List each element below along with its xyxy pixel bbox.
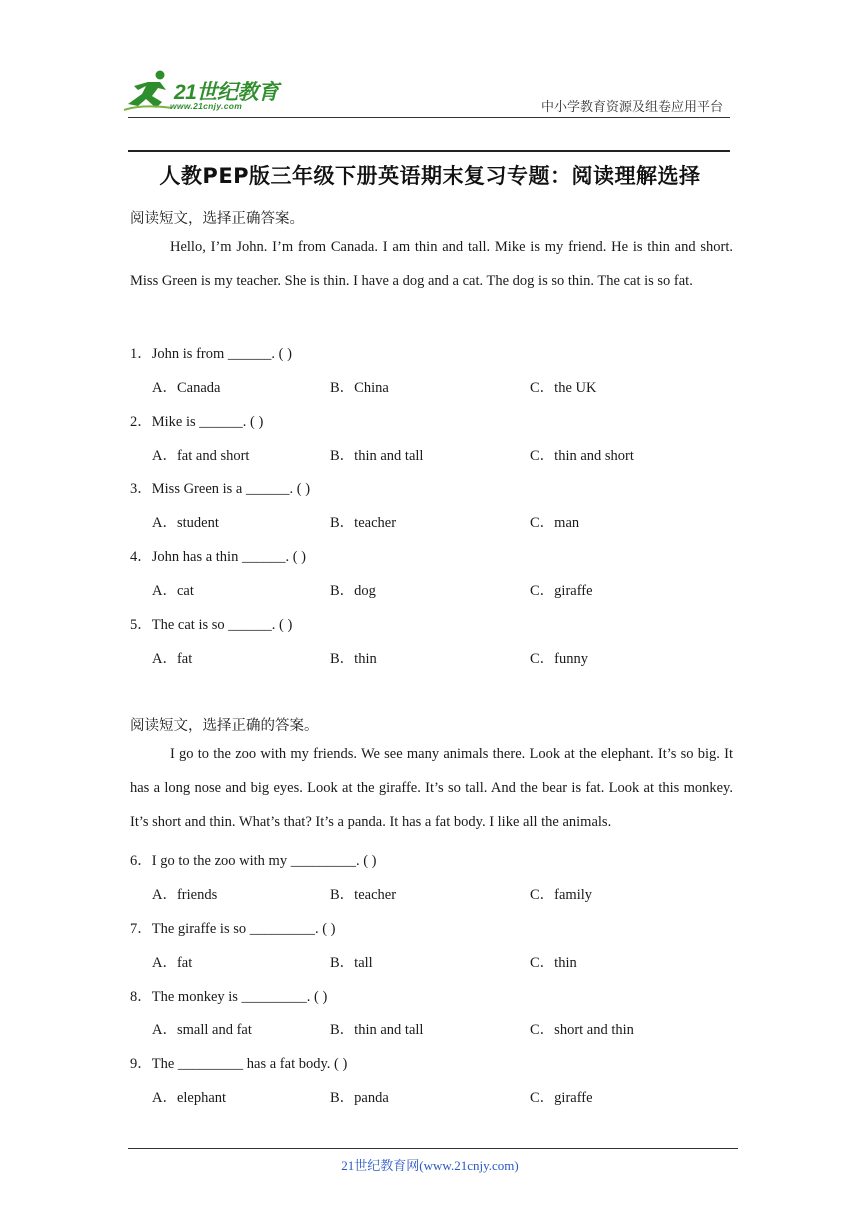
option-c: C．thin and short	[530, 448, 634, 464]
question-stem: 9．The _________ has a fat body. ( )	[130, 1056, 348, 1072]
option-b: B．teacher	[330, 887, 397, 903]
question-stem: 8．The monkey is _________. ( )	[130, 989, 328, 1005]
section2-instruction: 阅读短文，选择正确的答案。	[130, 718, 319, 734]
option-b: B．panda	[330, 1090, 389, 1106]
option-b: B．thin and tall	[330, 448, 424, 464]
option-a: A．cat	[152, 583, 194, 599]
option-a: A．fat	[152, 955, 193, 971]
logo	[122, 68, 292, 114]
header-tagline: 中小学教育资源及组卷应用平台	[540, 99, 723, 114]
option-a: A．student	[152, 515, 219, 531]
page-title: 人教PEP版三年级下册英语期末复习专题：阅读理解选择	[159, 164, 701, 188]
option-c: C．giraffe	[530, 583, 593, 599]
section2-passage	[130, 738, 733, 839]
option-c: C．funny	[530, 651, 588, 667]
option-a: A．small and fat	[152, 1022, 252, 1038]
option-c: C．the UK	[530, 380, 597, 396]
option-a: A．fat	[152, 651, 193, 667]
header-divider	[128, 117, 730, 118]
option-a: A．Canada	[152, 380, 221, 396]
question-stem: 1．John is from ______. ( )	[130, 346, 292, 362]
question-stem: 6．I go to the zoo with my _________. ( )	[130, 853, 377, 869]
question-stem: 7．The giraffe is so _________. ( )	[130, 921, 336, 937]
section1-passage	[130, 231, 733, 299]
option-a: A．elephant	[152, 1090, 227, 1106]
question-stem: 5．The cat is so ______. ( )	[130, 617, 293, 633]
option-c: C．short and thin	[530, 1022, 634, 1038]
header-divider-bold	[128, 150, 730, 152]
section1-passage-text: Hello, I’m John. I’m from Canada. I am thin and tall. Mike is my friend. He is thin and short. Miss Green is my teacher. She is thin. I have a dog and a cat. The dog is so thin. The cat is so fat.	[130, 239, 733, 289]
option-c: C．man	[530, 515, 580, 531]
option-c: C．thin	[530, 955, 577, 971]
footer-link[interactable]: 21世纪教育网(www.21cnjy.com)	[341, 1158, 519, 1173]
page-header	[0, 0, 860, 150]
option-b: B．tall	[330, 955, 373, 971]
option-c: C．giraffe	[530, 1090, 593, 1106]
question-stem: 2．Mike is ______. ( )	[130, 414, 264, 430]
question-stem: 3．Miss Green is a ______. ( )	[130, 481, 311, 497]
question-stem: 4．John has a thin ______. ( )	[130, 549, 306, 565]
option-a: A．fat and short	[152, 448, 250, 464]
option-b: B．China	[330, 380, 389, 396]
option-b: B．thin and tall	[330, 1022, 424, 1038]
option-c: C．family	[530, 887, 593, 903]
option-b: B．thin	[330, 651, 377, 667]
footer-divider	[128, 1148, 738, 1149]
option-b: B．dog	[330, 583, 376, 599]
option-b: B．teacher	[330, 515, 397, 531]
logo-url: www.21cnjy.com	[170, 101, 243, 111]
logo-brand: 21世纪教育	[174, 81, 279, 104]
section1-instruction: 阅读短文，选择正确答案。	[130, 211, 304, 227]
section2-passage-text: I go to the zoo with my friends. We see many animals there. Look at the elephant. It’s so big. It has a long nose and big eyes. Look at the giraffe. It’s so tall. And the bear is fat. Look at this monkey. It’s short and thin. What’s that? It’s a panda. It has a fat body. I like all the animals.	[130, 746, 733, 830]
option-a: A．friends	[152, 887, 218, 903]
